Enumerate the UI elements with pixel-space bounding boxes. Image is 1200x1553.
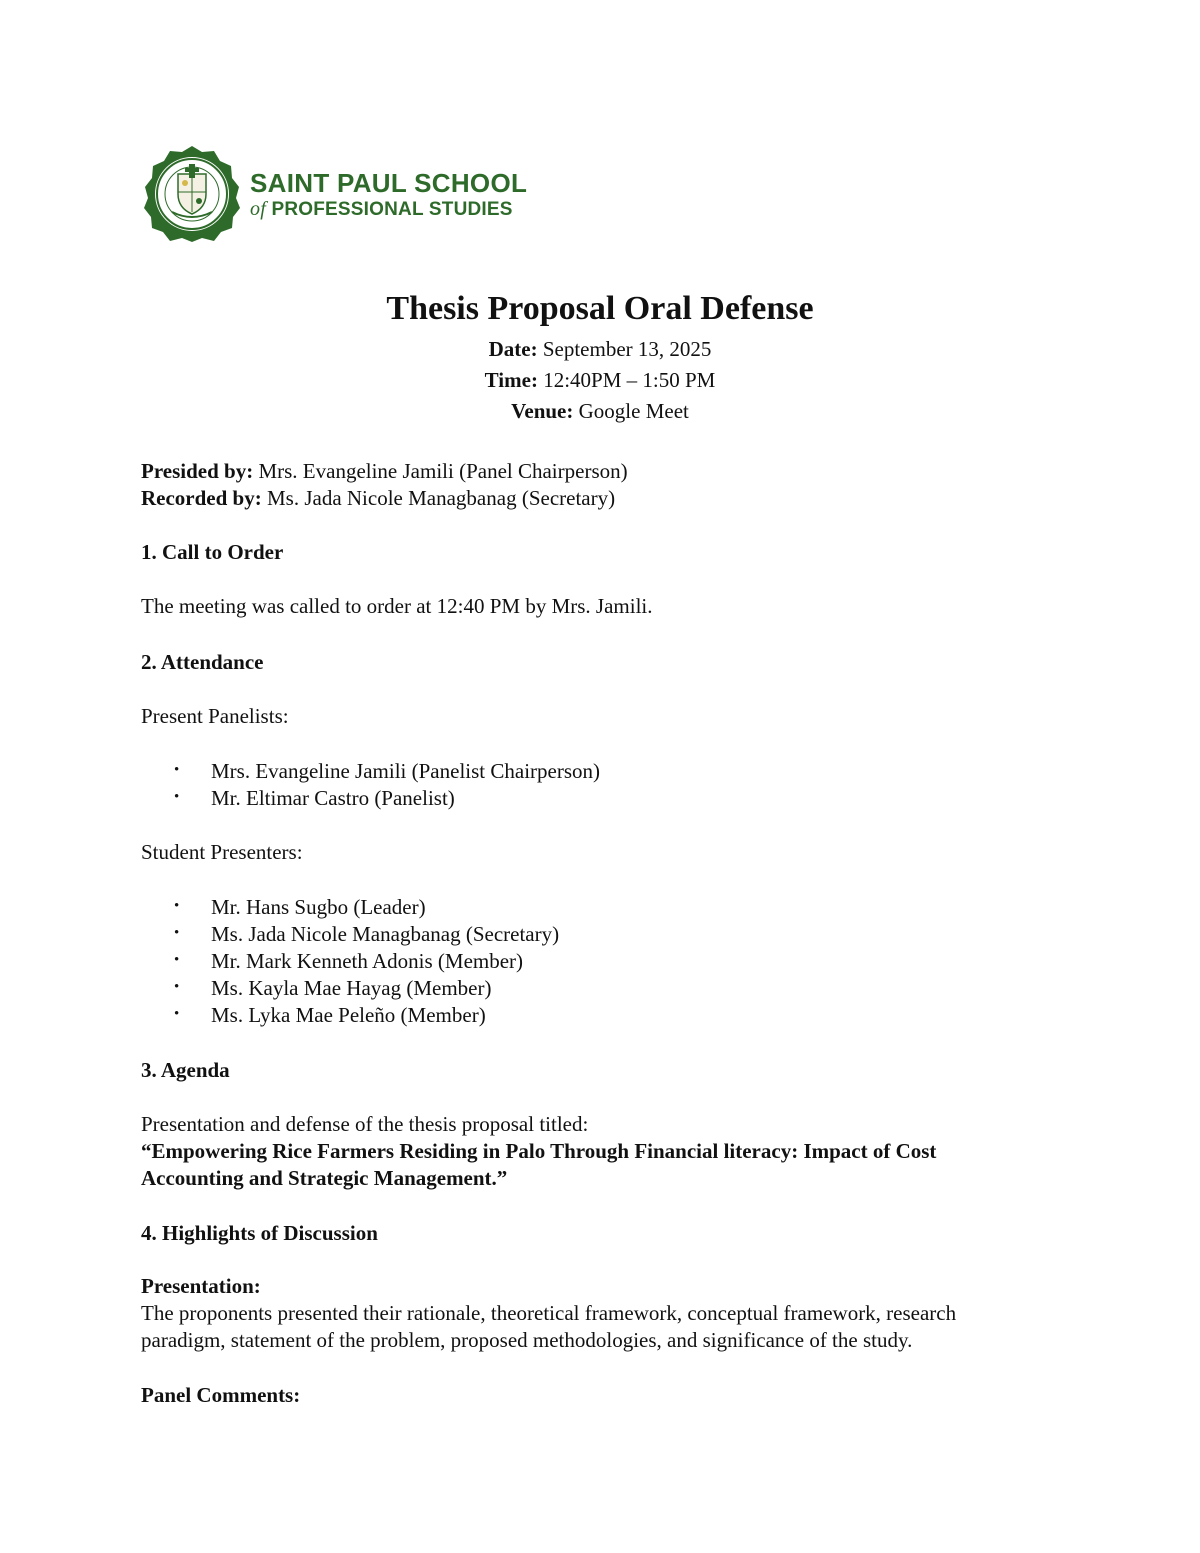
bullet-icon: • <box>174 952 180 968</box>
meeting-time <box>0 368 1200 393</box>
presided-value: Mrs. Evangeline Jamili (Panel Chairperson) <box>258 459 628 483</box>
bullet-icon: • <box>174 789 180 805</box>
presided-label: Presided by: <box>141 459 254 483</box>
bullet-icon: • <box>174 898 180 914</box>
list-item: Ms. Jada Nicole Managbanag (Secretary) <box>211 922 560 946</box>
recorded-by <box>141 486 615 511</box>
bullet-icon: • <box>174 762 180 778</box>
venue-value: Google Meet <box>578 399 689 423</box>
presentation-text-line2: paradigm, statement of the problem, proposed methodologies, and significance of the study. <box>141 1328 913 1352</box>
list-item: Ms. Kayla Mae Hayag (Member) <box>211 976 492 1000</box>
recorded-value: Ms. Jada Nicole Managbanag (Secretary) <box>266 486 616 510</box>
agenda-intro: Presentation and defense of the thesis proposal titled: <box>141 1112 589 1136</box>
section-heading-highlights: 4. Highlights of Discussion <box>141 1221 378 1245</box>
list-item: Mrs. Evangeline Jamili (Panelist Chairperson) <box>211 759 601 783</box>
panel-comments-label: Panel Comments: <box>141 1383 301 1407</box>
presentation-text-line1: The proponents presented their rationale, theoretical framework, conceptual framework, research <box>141 1301 957 1325</box>
date-value: September 13, 2025 <box>542 337 712 361</box>
thesis-title-line1: “Empowering Rice Farmers Residing in Palo Through Financial literacy: Impact of Cost <box>141 1139 937 1163</box>
school-wordmark <box>250 170 527 219</box>
section-heading-attendance: 2. Attendance <box>141 650 264 674</box>
bullet-icon: • <box>174 1006 180 1022</box>
meeting-date <box>0 337 1200 362</box>
list-item: Ms. Lyka Mae Peleño (Member) <box>211 1003 486 1027</box>
bullet-icon: • <box>174 979 180 995</box>
recorded-label: Recorded by: <box>141 486 262 510</box>
school-logo <box>144 146 584 246</box>
school-name-line2 <box>250 199 527 219</box>
venue-label: Venue: <box>511 399 574 423</box>
call-to-order-text: The meeting was called to order at 12:40 PM by Mrs. Jamili. <box>141 594 653 618</box>
panelists-label: Present Panelists: <box>141 704 289 728</box>
bullet-icon: • <box>174 925 180 941</box>
date-label: Date: <box>488 337 538 361</box>
presentation-label: Presentation: <box>141 1274 261 1298</box>
time-label: Time: <box>484 368 538 392</box>
list-item: Mr. Mark Kenneth Adonis (Member) <box>211 949 524 973</box>
school-name-line1: SAINT PAUL SCHOOL <box>250 168 528 198</box>
presenters-label: Student Presenters: <box>141 840 303 864</box>
thesis-title-line2: Accounting and Strategic Management.” <box>141 1166 508 1190</box>
school-name-line2-text: PROFESSIONAL STUDIES <box>271 199 513 220</box>
meeting-venue <box>0 399 1200 424</box>
list-item: Mr. Hans Sugbo (Leader) <box>211 895 426 919</box>
school-seal-icon <box>144 146 240 242</box>
section-heading-call-to-order: 1. Call to Order <box>141 540 284 564</box>
school-name-of: of <box>250 198 266 220</box>
section-heading-agenda: 3. Agenda <box>141 1058 230 1082</box>
document-title: Thesis Proposal Oral Defense <box>386 290 814 327</box>
presided-by <box>141 459 628 484</box>
list-item: Mr. Eltimar Castro (Panelist) <box>211 786 455 810</box>
time-value: 12:40PM – 1:50 PM <box>543 368 716 392</box>
